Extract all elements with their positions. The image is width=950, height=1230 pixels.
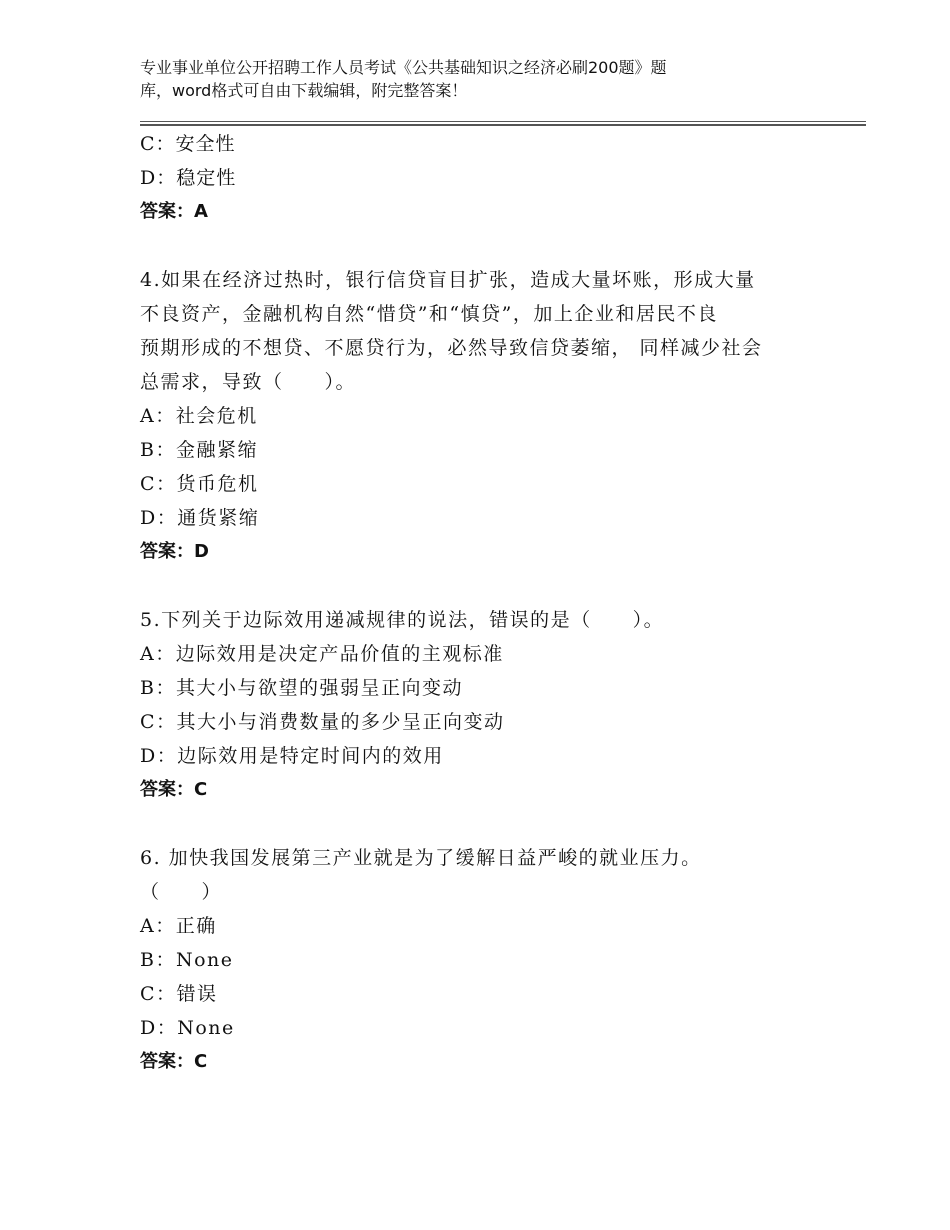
answer-line: 答案：C xyxy=(140,779,208,800)
document-body xyxy=(140,127,840,1079)
option-c: C：其大小与消费数量的多少呈正向变动 xyxy=(140,711,505,733)
answer-line: 答案：D xyxy=(140,541,209,562)
option-d: D：通货紧缩 xyxy=(140,507,260,529)
question-6 xyxy=(140,841,840,1079)
question-4 xyxy=(140,263,840,569)
spacer xyxy=(140,229,840,263)
prev-question-tail xyxy=(140,127,840,229)
option-d: D：None xyxy=(140,1017,235,1039)
option-c: C：安全性 xyxy=(140,133,236,155)
option-c: C：错误 xyxy=(140,983,218,1005)
option-a: A：社会危机 xyxy=(140,405,258,427)
option-a: A：正确 xyxy=(140,915,217,937)
spacer xyxy=(140,569,840,603)
option-b: B：其大小与欲望的强弱呈正向变动 xyxy=(140,677,463,699)
option-b: B：金融紧缩 xyxy=(140,439,258,461)
question-text-line: （ ） xyxy=(140,881,223,903)
question-text-line: 5.下列关于边际效用递减规律的说法，错误的是（ ）。 xyxy=(140,609,665,631)
answer-line: 答案：A xyxy=(140,201,208,222)
question-text-line: 预期形成的不想贷、不愿贷行为，必然导致信贷萎缩， 同样减少社会 xyxy=(140,337,763,359)
option-b: B：None xyxy=(140,949,234,971)
option-c: C：货币危机 xyxy=(140,473,259,495)
question-text-line: 总需求，导致（ ）。 xyxy=(140,371,357,393)
option-d: D：边际效用是特定时间内的效用 xyxy=(140,745,444,767)
header-rule-thick xyxy=(140,124,866,126)
question-5 xyxy=(140,603,840,807)
question-text-line: 不良资产，金融机构自然“惜贷”和“慎贷”，加上企业和居民不良 xyxy=(140,303,718,325)
question-text-line: 4.如果在经济过热时，银行信贷盲目扩张，造成大量坏账，形成大量 xyxy=(140,269,756,291)
option-a: A：边际效用是决定产品价值的主观标准 xyxy=(140,643,504,665)
header-line-1: 专业事业单位公开招聘工作人员考试《公共基础知识之经济必刷200题》题 xyxy=(140,58,667,77)
spacer xyxy=(140,807,840,841)
option-d: D：稳定性 xyxy=(140,167,237,189)
header-line-2: 库，word格式可自由下载编辑，附完整答案！ xyxy=(140,81,468,100)
header-rule-thin xyxy=(140,121,866,122)
answer-line: 答案：C xyxy=(140,1051,208,1072)
page-header xyxy=(140,56,780,102)
question-text-line: 6. 加快我国发展第三产业就是为了缓解日益严峻的就业压力。 xyxy=(140,847,702,869)
